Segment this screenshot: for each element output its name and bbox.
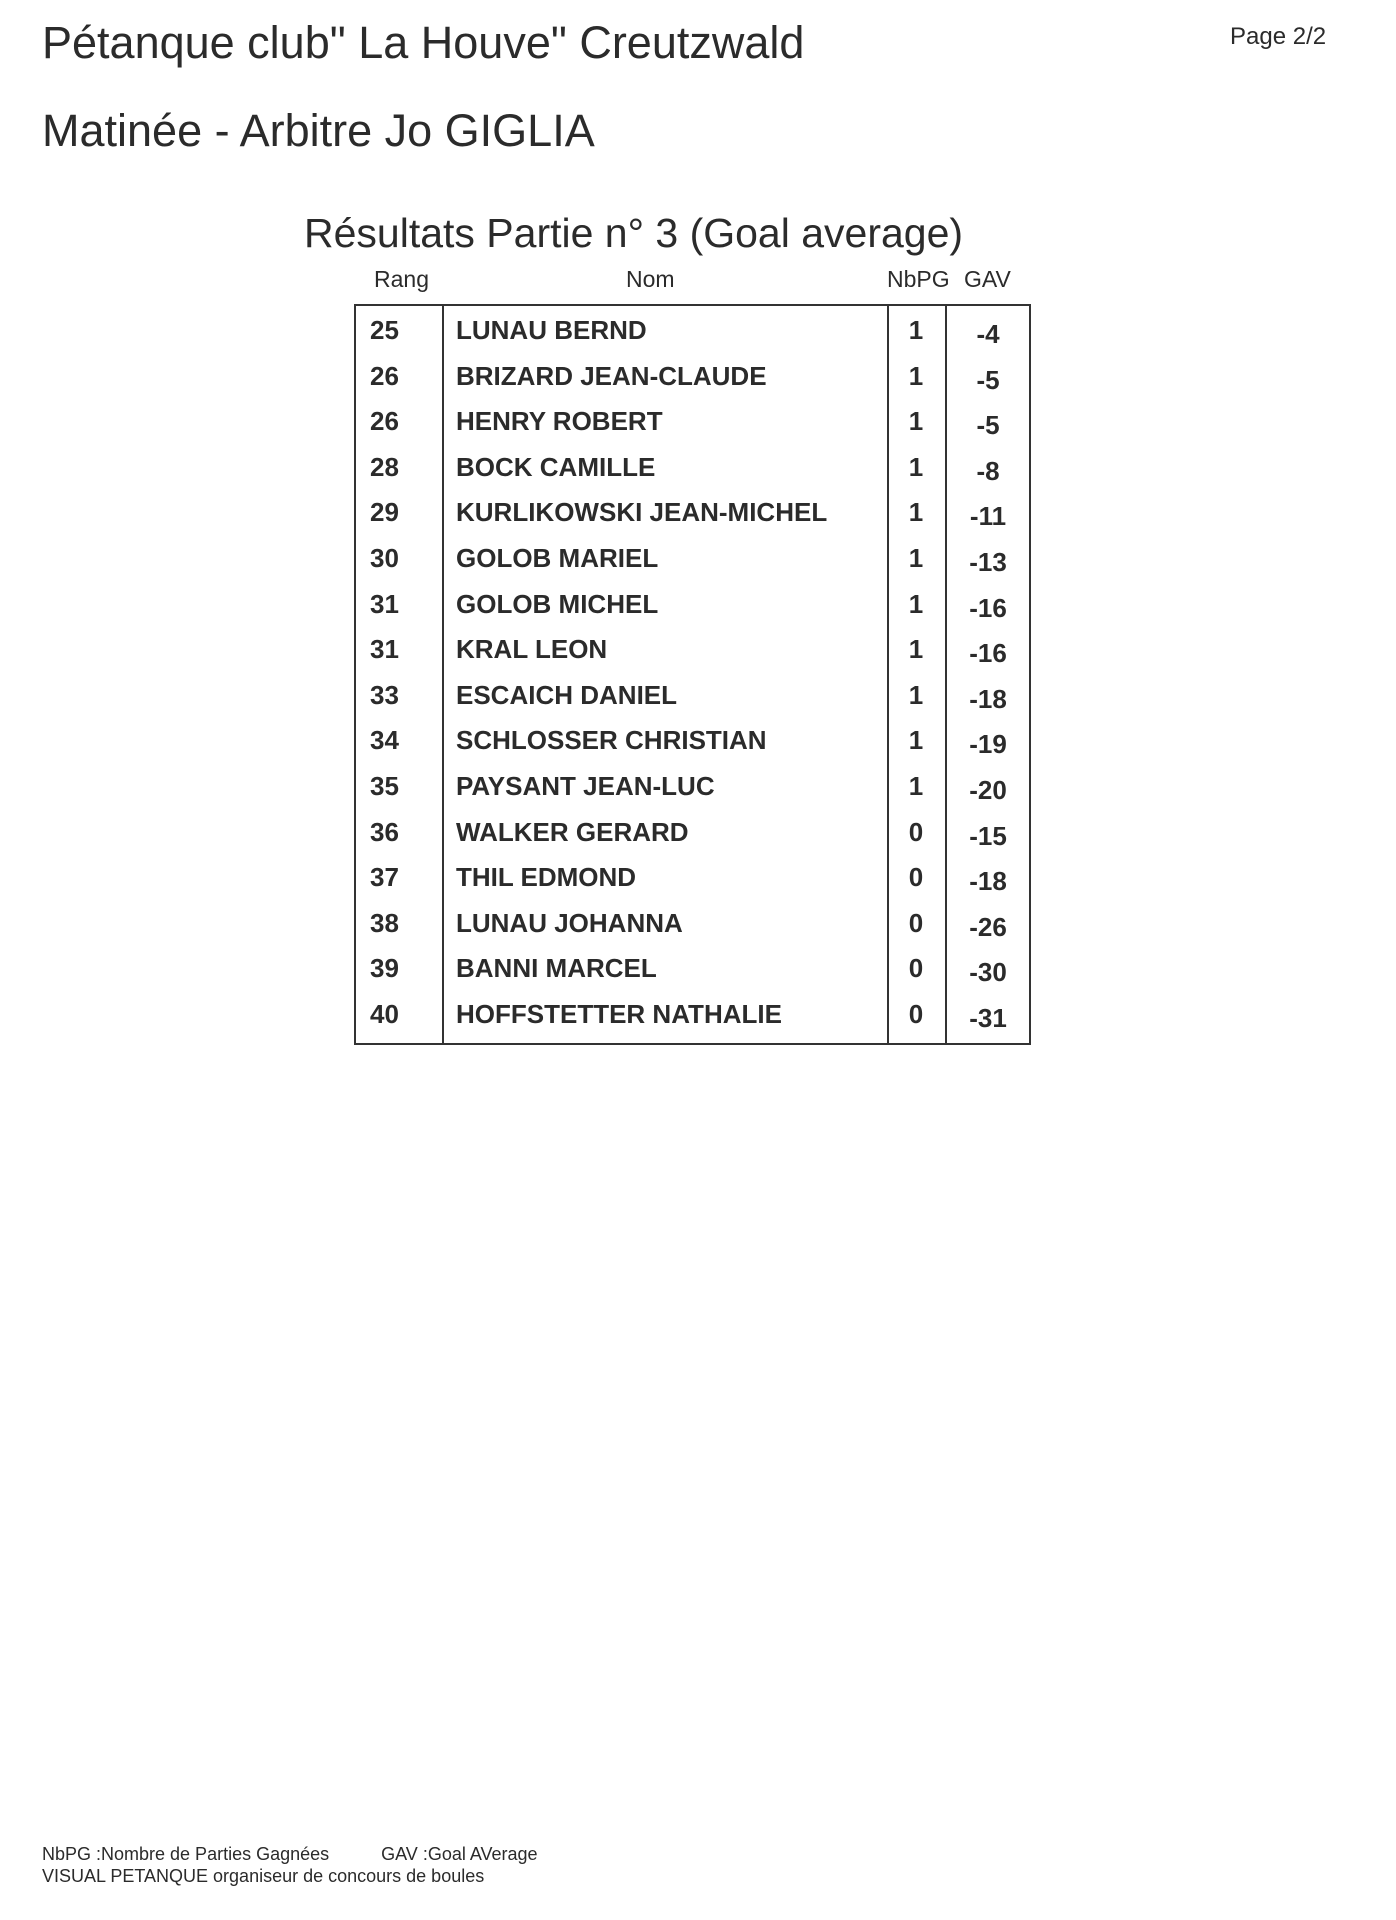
- nbpg-cell: 0: [908, 907, 924, 938]
- gav-cell: -4: [976, 319, 1000, 349]
- gav-definition: GAV :Goal AVerage: [381, 1844, 538, 1864]
- nbpg-cell: 0: [908, 953, 924, 984]
- rang-cell: 28: [370, 451, 399, 482]
- gav-cell: -16: [969, 638, 1007, 669]
- nbpg-cell: 1: [908, 406, 924, 437]
- nbpg-cell: 1: [908, 679, 924, 710]
- name-cell: GOLOB MARIEL: [456, 543, 659, 573]
- session-subtitle: Matinée - Arbitre Jo GIGLIA: [42, 105, 595, 156]
- nbpg-cell: 0: [908, 816, 924, 847]
- name-cell: BRIZARD JEAN-CLAUDE: [456, 360, 767, 391]
- table-row: [356, 946, 1029, 992]
- table-row: [356, 992, 1029, 1038]
- gav-cell: -5: [976, 410, 1000, 441]
- rang-cell: 31: [370, 634, 399, 665]
- rang-cell: 26: [370, 360, 399, 391]
- name-cell: ESCAICH DANIEL: [456, 679, 678, 710]
- nbpg-cell: 1: [908, 588, 924, 619]
- name-cell: BANNI MARCEL: [456, 953, 657, 984]
- name-cell: LUNAU BERND: [456, 315, 647, 345]
- nbpg-cell: 1: [908, 360, 924, 391]
- name-cell: LUNAU JOHANNA: [456, 907, 683, 938]
- name-cell: KRAL LEON: [456, 634, 608, 665]
- gav-cell: -13: [969, 547, 1007, 577]
- table-row: [356, 764, 1029, 810]
- name-cell: HENRY ROBERT: [456, 406, 663, 437]
- rang-cell: 29: [370, 497, 399, 528]
- name-cell: HOFFSTETTER NATHALIE: [456, 999, 782, 1029]
- column-header-nom: Nom: [626, 266, 675, 292]
- rang-cell: 37: [370, 862, 399, 893]
- name-cell: THIL EDMOND: [456, 862, 637, 893]
- nbpg-cell: 1: [908, 451, 924, 482]
- gav-cell: -18: [969, 866, 1007, 897]
- nbpg-cell: 0: [908, 862, 924, 893]
- name-cell: GOLOB MICHEL: [456, 588, 659, 619]
- nbpg-cell: 1: [908, 634, 924, 665]
- gav-cell: -30: [969, 957, 1007, 988]
- table-row: [356, 855, 1029, 901]
- footer-credit: VISUAL PETANQUE organiseur de concours de boules: [42, 1866, 485, 1886]
- nbpg-definition: NbPG :Nombre de Parties Gagnées: [42, 1844, 330, 1864]
- column-header-rang: Rang: [374, 266, 429, 292]
- table-row: [356, 445, 1029, 491]
- results-table: [354, 304, 1031, 1045]
- rang-cell: 33: [370, 679, 399, 710]
- table-row: [356, 354, 1029, 400]
- footer-legend: [42, 1843, 538, 1865]
- rang-cell: 31: [370, 588, 399, 619]
- page-number: Page 2/2: [1230, 23, 1327, 50]
- rang-cell: 26: [370, 406, 399, 437]
- table-row: [356, 490, 1029, 536]
- rang-cell: 34: [370, 725, 399, 756]
- name-cell: SCHLOSSER CHRISTIAN: [456, 725, 767, 756]
- rang-cell: 40: [370, 999, 399, 1029]
- nbpg-cell: 1: [908, 543, 924, 573]
- table-row: [356, 901, 1029, 947]
- column-header-nbpg: NbPG: [887, 266, 950, 292]
- table-row: [356, 582, 1029, 628]
- rang-cell: 38: [370, 907, 399, 938]
- column-header-gav: GAV: [964, 266, 1011, 292]
- table-row: [356, 810, 1029, 856]
- name-cell: WALKER GERARD: [456, 816, 689, 847]
- table-row: [356, 399, 1029, 445]
- table-row: [356, 308, 1029, 354]
- rang-cell: 36: [370, 816, 399, 847]
- gav-cell: -5: [976, 364, 1000, 395]
- name-cell: BOCK CAMILLE: [456, 451, 656, 482]
- table-row: [356, 673, 1029, 719]
- club-title: Pétanque club" La Houve" Creutzwald: [42, 17, 805, 68]
- rang-cell: 39: [370, 953, 399, 984]
- nbpg-cell: 1: [908, 315, 924, 345]
- gav-cell: -20: [969, 775, 1007, 805]
- results-title: Résultats Partie n° 3 (Goal average): [304, 210, 964, 256]
- rang-cell: 25: [370, 315, 399, 345]
- gav-cell: -19: [969, 729, 1007, 760]
- rang-cell: 30: [370, 543, 399, 573]
- gav-cell: -26: [969, 911, 1007, 942]
- name-cell: PAYSANT JEAN-LUC: [456, 771, 715, 801]
- gav-cell: -16: [969, 592, 1007, 623]
- table-row: [356, 536, 1029, 582]
- nbpg-cell: 1: [908, 771, 924, 801]
- gav-cell: -8: [976, 455, 1000, 486]
- nbpg-cell: 1: [908, 497, 924, 528]
- rang-cell: 35: [370, 771, 399, 801]
- nbpg-cell: 1: [908, 725, 924, 756]
- table-row: [356, 627, 1029, 673]
- gav-cell: -31: [969, 1003, 1007, 1033]
- nbpg-cell: 0: [908, 999, 924, 1029]
- gav-cell: -15: [969, 820, 1007, 851]
- gav-cell: -18: [969, 683, 1007, 714]
- table-row: [356, 718, 1029, 764]
- gav-cell: -11: [969, 501, 1007, 532]
- name-cell: KURLIKOWSKI JEAN-MICHEL: [456, 497, 828, 528]
